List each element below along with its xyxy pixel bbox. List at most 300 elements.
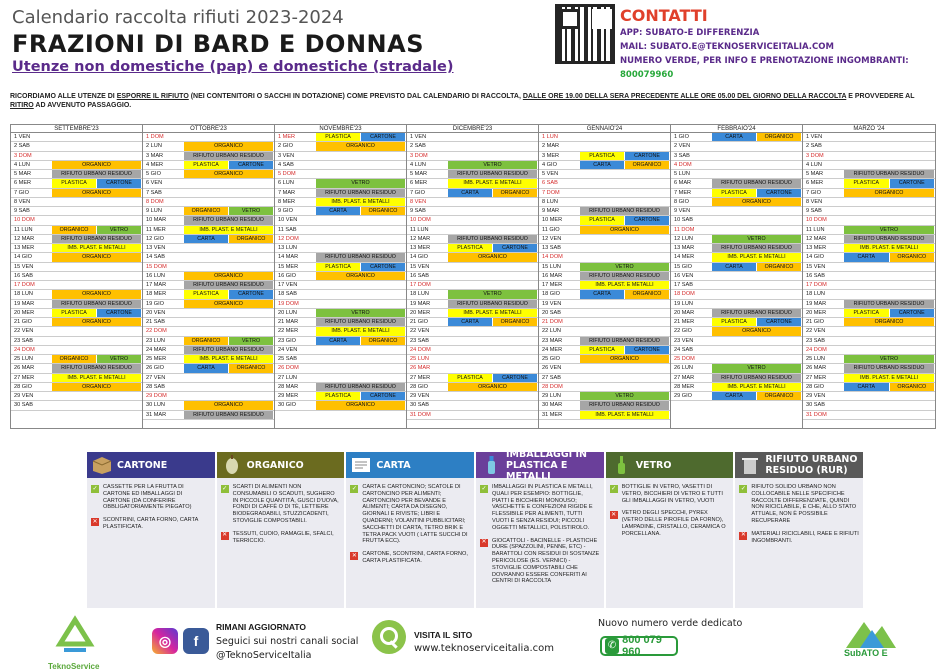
collection-cell	[447, 179, 538, 187]
phone-badge[interactable]	[600, 636, 678, 656]
day-row	[671, 152, 802, 161]
collection-chip-cartone: CARTA	[712, 392, 756, 400]
day-row	[143, 226, 274, 235]
collection-chip-organico: ORGANICO	[52, 226, 96, 234]
day-label: 3 DOM	[14, 152, 32, 159]
collection-chip-rifiuto: RIFIUTO URBANO RESIDUO	[580, 272, 669, 280]
collection-cell	[579, 290, 670, 298]
legend-header	[476, 448, 604, 482]
day-row	[407, 355, 538, 364]
day-row	[143, 401, 274, 410]
day-label: 11 LUN	[806, 226, 825, 233]
cross-icon: ✕	[222, 532, 228, 539]
month-column	[539, 125, 671, 428]
qr-code-icon[interactable]	[555, 4, 615, 64]
day-row	[143, 142, 274, 151]
day-row	[539, 179, 670, 188]
day-row	[11, 290, 142, 299]
collection-chip-organico: ORGANICO	[625, 161, 669, 169]
collection-chip-imb: IMB. PLAST. E METALLI	[184, 226, 273, 234]
collection-cell	[51, 290, 142, 298]
collection-chip-cartone: CARTONE	[493, 244, 537, 252]
collection-cell	[447, 198, 538, 206]
day-row	[539, 401, 670, 410]
collection-cell	[579, 142, 670, 150]
day-row	[143, 309, 274, 318]
day-row	[671, 300, 802, 309]
legend-allowed	[610, 484, 730, 504]
collection-cell	[447, 383, 538, 391]
collection-chip-vetro: VETRO	[712, 235, 801, 243]
day-row	[539, 253, 670, 262]
day-row	[671, 207, 802, 216]
contacts-title: CONTATTI	[620, 6, 708, 25]
day-row	[143, 244, 274, 253]
collection-cell	[579, 392, 670, 400]
day-row	[803, 374, 935, 383]
collection-chip-cartone: CARTONE	[890, 309, 935, 317]
collection-chip-rifiuto: RIFIUTO URBANO RESIDUO	[52, 170, 141, 178]
collection-chip-plastica: PLASTICA	[844, 309, 889, 317]
collection-chip-vetro: VETRO	[316, 179, 405, 187]
collection-chip-organico: ORGANICO	[52, 290, 141, 298]
day-label: 18 SAB	[278, 291, 297, 298]
day-label: 22 MER	[278, 328, 299, 335]
collection-cell	[579, 272, 670, 280]
day-row	[11, 226, 142, 235]
day-label: 22 VEN	[14, 328, 34, 335]
collection-chip-organico: ORGANICO	[184, 401, 273, 409]
day-label: 18 MER	[146, 291, 167, 298]
day-label: 14 GIO	[806, 254, 825, 261]
collection-chip-imb: IMB. PLAST. E METALLI	[844, 244, 934, 252]
collection-chip-cartone: CARTONE	[229, 161, 273, 169]
collection-cell	[183, 364, 274, 372]
day-row	[275, 263, 406, 272]
day-label: 31 DOM	[806, 411, 827, 418]
collection-chip-organico: ORGANICO	[448, 383, 537, 391]
day-row	[671, 355, 802, 364]
collection-cell	[183, 355, 274, 363]
day-label: 12 MAR	[806, 235, 827, 242]
day-label: 7 GIO	[806, 189, 821, 196]
day-row	[803, 152, 935, 161]
collection-cell	[315, 142, 406, 150]
day-row	[143, 290, 274, 299]
collection-chip-vetro: VETRO	[844, 226, 934, 234]
day-row	[539, 161, 670, 170]
day-label: 18 LUN	[410, 291, 429, 298]
collection-cell	[315, 337, 406, 345]
day-row	[407, 364, 538, 373]
day-label: 30 GIO	[278, 402, 297, 409]
day-label: 28 GIO	[410, 383, 429, 390]
social-handle[interactable]: @TeknoServiceItalia	[216, 650, 312, 661]
day-label: 16 SAB	[410, 272, 429, 279]
collection-cell	[711, 198, 802, 206]
day-label: 25 GIO	[542, 356, 561, 362]
day-row	[407, 309, 538, 318]
day-label: 30 SAB	[410, 402, 429, 409]
day-row	[803, 170, 935, 179]
day-label: 26 MAR	[806, 365, 827, 372]
collection-cell	[447, 374, 538, 382]
day-label: 8 VEN	[410, 198, 427, 205]
collection-chip-imb: IMB. PLAST. E METALLI	[844, 374, 934, 382]
day-row	[407, 411, 538, 420]
day-label: 7 SAB	[146, 189, 162, 196]
day-row	[143, 411, 274, 420]
day-row	[275, 179, 406, 188]
month-header: SETTEMBRE'23	[11, 125, 142, 133]
collection-chip-plastica: PLASTICA	[712, 189, 756, 197]
legend-rifiuto	[735, 452, 863, 608]
collection-cell	[843, 170, 935, 178]
day-label: 10 DOM	[410, 217, 431, 224]
collection-cell	[315, 170, 406, 178]
day-row	[11, 364, 142, 373]
day-row	[803, 383, 935, 392]
day-row	[143, 281, 274, 290]
legend-header	[217, 452, 345, 478]
collection-cell	[711, 318, 802, 326]
day-row	[275, 374, 406, 383]
day-row	[803, 142, 935, 151]
collection-cell	[843, 198, 935, 206]
collection-cell	[579, 189, 670, 197]
collection-cell	[183, 272, 274, 280]
month-header: NOVEMBRE'23	[275, 125, 406, 133]
month-column	[407, 125, 539, 428]
day-row	[539, 364, 670, 373]
day-row	[11, 272, 142, 281]
collection-chip-organico: ORGANICO	[184, 170, 273, 178]
search-icon[interactable]	[372, 620, 406, 654]
day-row	[671, 383, 802, 392]
collection-chip-rifiuto: RIFIUTO URBANO RESIDUO	[316, 189, 405, 197]
collection-cell	[843, 346, 935, 354]
day-row	[143, 327, 274, 336]
day-label: 23 SAB	[14, 337, 33, 344]
day-label: 27 LUN	[278, 374, 297, 381]
facebook-icon[interactable]: f	[183, 628, 209, 654]
day-row	[539, 411, 670, 420]
day-row	[275, 392, 406, 401]
day-row	[407, 281, 538, 290]
collection-chip-imb: IMB. PLAST. E METALLI	[712, 253, 801, 261]
month-header: MARZO '24	[803, 125, 935, 133]
collection-chip-organico: ORGANICO	[625, 290, 669, 298]
day-row	[539, 383, 670, 392]
day-row	[803, 179, 935, 188]
collection-chip-rifiuto: RIFIUTO URBANO RESIDUO	[316, 318, 405, 326]
day-row	[407, 327, 538, 336]
collection-cell	[315, 272, 406, 280]
collection-chip-imb: IMB. PLAST. E METALLI	[316, 198, 405, 206]
collection-chip-organico: ORGANICO	[316, 142, 405, 150]
day-label: 14 MAR	[278, 254, 299, 261]
collection-cell	[843, 290, 935, 298]
collection-cell	[447, 364, 538, 372]
collection-chip-cartone: CARTA	[580, 290, 624, 298]
day-row	[539, 281, 670, 290]
collection-cell	[183, 290, 274, 298]
collection-chip-imb: IMB. PLAST. E METALLI	[580, 281, 669, 289]
collection-chip-organico: ORGANICO	[184, 300, 273, 308]
collection-cell	[51, 152, 142, 160]
collection-chip-organico: ORGANICO	[52, 355, 96, 363]
day-row	[11, 235, 142, 244]
day-label: 31 DOM	[410, 411, 431, 418]
collection-cell	[843, 411, 935, 419]
day-row	[11, 152, 142, 161]
collection-chip-cartone: CARTA	[448, 189, 492, 197]
day-row	[539, 170, 670, 179]
day-row	[11, 133, 142, 142]
day-row	[275, 309, 406, 318]
collection-chip-organico: ORGANICO	[52, 189, 141, 197]
day-label: 31 MAR	[146, 411, 167, 418]
day-label: 8 LUN	[542, 198, 558, 205]
collection-cell	[579, 355, 670, 363]
day-label: 25 MER	[146, 356, 167, 362]
day-label: 8 MER	[278, 198, 296, 205]
legend-forbidden	[610, 510, 730, 537]
collection-cell	[579, 281, 670, 289]
check-icon: ✓	[92, 485, 98, 492]
day-label: 8 DOM	[146, 198, 164, 205]
collection-cell	[183, 253, 274, 261]
collection-chip-rifiuto: RIFIUTO URBANO RESIDUO	[52, 235, 141, 243]
day-label: 16 SAB	[14, 272, 33, 279]
collection-chip-plastica: PLASTICA	[580, 216, 624, 224]
day-label: 29 GIO	[674, 393, 693, 399]
day-label: 2 MAR	[542, 143, 560, 150]
day-label: 4 DOM	[674, 161, 692, 168]
day-label: 19 LUN	[674, 300, 693, 307]
collection-chip-organico: ORGANICO	[184, 337, 228, 345]
collection-chip-rifiuto: RIFIUTO URBANO RESIDUO	[712, 179, 801, 187]
day-label: 13 MER	[806, 245, 827, 251]
day-row	[407, 244, 538, 253]
day-row	[803, 207, 935, 216]
day-label: 3 DOM	[806, 152, 824, 159]
day-label: 6 MER	[806, 180, 824, 187]
day-row	[803, 263, 935, 272]
day-row	[143, 152, 274, 161]
collection-cell	[711, 133, 802, 141]
collection-cell	[315, 401, 406, 409]
day-row	[407, 383, 538, 392]
day-label: 15 VEN	[410, 263, 430, 270]
day-row	[671, 374, 802, 383]
day-row	[11, 327, 142, 336]
collection-cell	[711, 346, 802, 354]
collection-cell	[579, 401, 670, 409]
collection-cell	[183, 300, 274, 308]
day-row	[671, 198, 802, 207]
day-label: 4 SAB	[278, 161, 294, 168]
day-row	[11, 189, 142, 198]
collection-cell	[711, 244, 802, 252]
day-label: 4 MER	[146, 161, 164, 168]
day-label: 1 DOM	[146, 134, 164, 140]
allowed-text: CARTA E CARTONCINO; SCATOLE DI CARTONCINO PER ALIMENTI; CARTONCINO PER BEVANDE E ALIMENTI; CARTA DA DISEGNO, GIORNALI E RIVISTE; LIBRI E QUADERNI; VOLANTINI PUBBLICITARI; SACCHETTI DI CARTA, TETRO BRIK E TETRA PACK VUOTI ( LATTE SUCCHI DI FRUTTA ECC).	[362, 484, 468, 545]
contact-mail[interactable]: MAIL: SUBATO.E@TEKNOSERVICEITALIA.COM	[620, 42, 834, 52]
legend-forbidden	[480, 538, 600, 586]
collection-chip-vetro: VETRO	[229, 207, 273, 215]
legend-header	[606, 452, 734, 478]
allowed-text: CASSETTE PER LA FRUTTA DI CARTONE ED IMBALLAGGI DI CARTONE (DA CONFERIRE OBBLIGATORIAMENTE PIEGATO)	[103, 484, 192, 511]
collection-cell	[447, 300, 538, 308]
legend-body	[476, 478, 604, 585]
day-label: 14 GIO	[410, 254, 429, 261]
day-row	[803, 226, 935, 235]
collection-cell	[51, 327, 142, 335]
collection-cell	[51, 253, 142, 261]
day-row	[803, 364, 935, 373]
collection-cell	[711, 272, 802, 280]
collection-cell	[447, 355, 538, 363]
collection-chip-imb: IMB. PLAST. E METALLI	[52, 244, 141, 252]
collection-chip-rifiuto: RIFIUTO URBANO RESIDUO	[580, 337, 669, 345]
subtitle: Utenze non domestiche (pap) e domestiche (stradale)	[12, 59, 454, 75]
day-label: 1 VEN	[410, 134, 427, 140]
day-label: 20 MER	[14, 309, 35, 316]
day-label: 16 MAR	[542, 272, 563, 279]
collection-cell	[843, 216, 935, 224]
collection-cell	[51, 207, 142, 215]
collection-cell	[315, 152, 406, 160]
collection-chip-cartone: CARTONE	[625, 152, 669, 160]
collection-cell	[447, 401, 538, 409]
month-column	[143, 125, 275, 428]
day-row	[275, 226, 406, 235]
day-row	[407, 179, 538, 188]
day-row	[407, 133, 538, 142]
day-row	[539, 392, 670, 401]
collection-cell	[711, 290, 802, 298]
visit-title: VISITA IL SITO	[414, 630, 473, 640]
collection-chip-imb: IMB. PLAST. E METALLI	[184, 355, 273, 363]
day-label: 24 MAR	[146, 346, 167, 353]
day-row	[11, 216, 142, 225]
day-label: 15 LUN	[542, 263, 561, 270]
collection-chip-cartone: CARTA	[448, 318, 492, 326]
collection-cell	[183, 189, 274, 197]
day-label: 21 SAB	[146, 319, 165, 325]
collection-chip-imb: IMB. PLAST. E METALLI	[52, 374, 141, 382]
collection-cell	[579, 374, 670, 382]
day-row	[539, 355, 670, 364]
collection-chip-rifiuto: RIFIUTO URBANO RESIDUO	[316, 253, 405, 261]
collection-cell	[51, 374, 142, 382]
collection-cell	[51, 355, 142, 363]
legend-header	[87, 452, 215, 478]
collection-cell	[579, 337, 670, 345]
collection-chip-vetro: VETRO	[97, 226, 141, 234]
collection-chip-imb: IMB. PLAST. E METALLI	[316, 327, 405, 335]
newspaper-icon	[350, 455, 372, 475]
day-label: 25 LUN	[410, 356, 429, 362]
day-row	[11, 337, 142, 346]
day-label: 23 MAR	[542, 337, 563, 344]
day-row	[143, 263, 274, 272]
day-label: 11 DOM	[674, 226, 695, 233]
collection-chip-rifiuto: RIFIUTO URBANO RESIDUO	[844, 364, 934, 372]
day-label: 16 VEN	[674, 272, 694, 279]
day-row	[275, 383, 406, 392]
day-row	[275, 152, 406, 161]
legend-body	[87, 478, 215, 531]
collection-cell	[447, 411, 538, 419]
collection-chip-organico: ORGANICO	[712, 327, 801, 335]
day-label: 9 MAR	[542, 208, 560, 214]
day-row	[671, 392, 802, 401]
collection-cell	[843, 253, 935, 261]
contact-phone[interactable]: 800079960	[620, 70, 674, 80]
day-row	[275, 337, 406, 346]
day-row	[539, 309, 670, 318]
day-label: 17 SAB	[674, 282, 693, 288]
contact-app: APP: SUBATO-E DIFFERENZIA	[620, 28, 760, 38]
day-row	[671, 142, 802, 151]
collection-cell	[183, 226, 274, 234]
collection-cell	[183, 392, 274, 400]
day-row	[539, 374, 670, 383]
day-label: 10 VEN	[278, 217, 298, 224]
collection-cell	[843, 318, 935, 326]
day-label: 22 GIO	[674, 328, 693, 335]
day-label: 28 MER	[674, 383, 695, 390]
day-label: 14 MER	[674, 254, 695, 261]
collection-chip-organico: ORGANICO	[316, 272, 405, 280]
collection-cell	[579, 161, 670, 169]
collection-chip-cartone: CARTA	[184, 235, 228, 243]
day-label: 10 MER	[542, 217, 563, 224]
day-label: 12 LUN	[674, 235, 693, 242]
collection-chip-plastica: PLASTICA	[316, 392, 360, 400]
day-row	[539, 235, 670, 244]
day-row	[407, 392, 538, 401]
collection-chip-organico: ORGANICO	[229, 364, 273, 372]
day-row	[407, 401, 538, 410]
day-label: 19 VEN	[542, 300, 562, 307]
day-label: 9 GIO	[278, 208, 293, 214]
day-row	[275, 235, 406, 244]
day-row	[671, 189, 802, 198]
day-label: 23 SAB	[806, 337, 825, 344]
collection-cell	[447, 281, 538, 289]
day-label: 3 DOM	[410, 152, 428, 159]
collection-chip-plastica: PLASTICA	[712, 318, 756, 326]
day-row	[275, 364, 406, 373]
collection-cell	[579, 318, 670, 326]
collection-cell	[579, 383, 670, 391]
legend-forbidden	[350, 551, 470, 565]
collection-chip-rifiuto: RIFIUTO URBANO RESIDUO	[448, 300, 537, 308]
day-label: 2 SAB	[806, 143, 822, 150]
collection-chip-cartone: CARTA	[844, 253, 889, 261]
day-row	[275, 300, 406, 309]
legend-organico	[217, 452, 347, 608]
site-link[interactable]: www.teknoserviceitalia.com	[414, 643, 554, 654]
collection-cell	[711, 327, 802, 335]
collection-cell	[315, 364, 406, 372]
collection-cell	[843, 401, 935, 409]
bottle-icon	[480, 455, 502, 475]
instagram-icon[interactable]: ◎	[152, 628, 178, 654]
